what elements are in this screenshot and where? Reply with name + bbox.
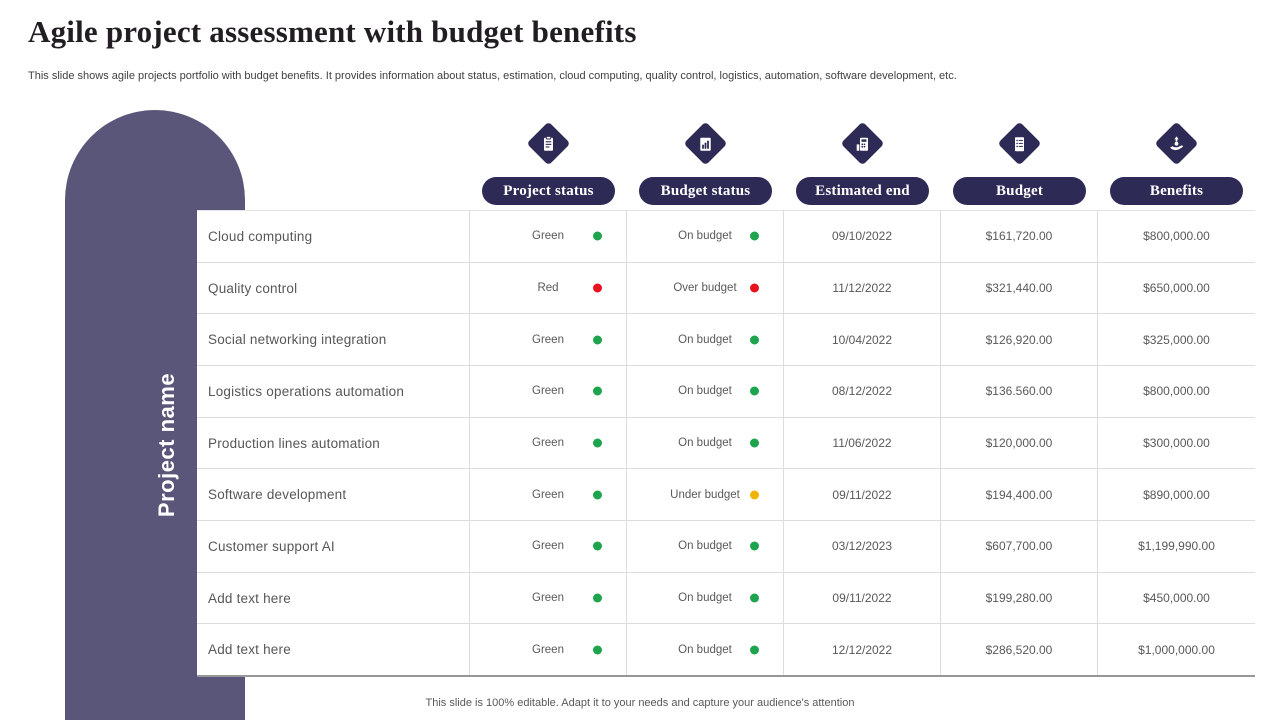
estimated-end-cell: 09/11/2022 xyxy=(784,573,941,624)
benefits-cell: $1,199,990.00 xyxy=(1138,539,1215,554)
budget-status-cell xyxy=(627,211,784,262)
project-status-cell xyxy=(470,573,627,624)
status-dot xyxy=(593,542,602,551)
table-row xyxy=(197,418,1255,470)
project-name-cell: Quality control xyxy=(197,263,470,314)
checklist-icon xyxy=(1011,134,1029,152)
budget-cell: $126,920.00 xyxy=(941,314,1098,365)
status-dot xyxy=(750,232,759,241)
benefits-cell: $800,000.00 xyxy=(1143,229,1210,244)
estimated-end-cell: 10/04/2022 xyxy=(784,314,941,365)
diamond-shape xyxy=(527,121,571,165)
status-dot xyxy=(750,594,759,603)
status-dot xyxy=(750,284,759,293)
status-dot xyxy=(750,490,759,499)
project-status-cell xyxy=(470,366,627,417)
diamond-shape xyxy=(684,121,728,165)
project-name-cell: Add text here xyxy=(197,624,470,675)
clipboard-icon xyxy=(540,134,558,152)
status-dot xyxy=(593,335,602,344)
column-label-pill: Budget xyxy=(953,177,1086,205)
column-header-benefits xyxy=(1098,112,1255,205)
column-diamond xyxy=(1004,112,1035,174)
benefits-cell: $800,000.00 xyxy=(1143,384,1210,399)
status-dot xyxy=(593,284,602,293)
status-label: Green xyxy=(532,385,564,398)
budget-status-cell xyxy=(627,624,784,675)
status-dot xyxy=(750,542,759,551)
column-header-budget xyxy=(941,112,1098,205)
estimated-end-cell: 09/11/2022 xyxy=(784,469,941,520)
budget-status-cell xyxy=(627,314,784,365)
status-dot xyxy=(593,439,602,448)
project-name-cell: Customer support AI xyxy=(197,521,470,572)
table-row xyxy=(197,521,1255,573)
column-label-pill: Benefits xyxy=(1110,177,1243,205)
column-label-pill: Budget status xyxy=(639,177,772,205)
benefits-cell: $1,000,000.00 xyxy=(1138,642,1215,657)
bar-chart-icon xyxy=(697,134,715,152)
status-dot xyxy=(593,232,602,241)
column-header-estimated-end xyxy=(784,112,941,205)
status-label: On budget xyxy=(678,437,732,450)
footer-note: This slide is 100% editable. Adapt it to your needs and capture your audience's attention xyxy=(425,697,855,709)
status-label: Green xyxy=(532,540,564,553)
row-header-label: Project name xyxy=(154,372,179,518)
status-label: Green xyxy=(532,437,564,450)
status-dot xyxy=(593,387,602,396)
status-label: On budget xyxy=(678,385,732,398)
project-status-cell xyxy=(470,469,627,520)
project-status-cell xyxy=(470,263,627,314)
budget-cell: $194,400.00 xyxy=(941,469,1098,520)
status-label: On budget xyxy=(678,333,732,346)
page-subtitle: This slide shows agile projects portfolio with budget benefits. It provides information about status, estimation, cloud computing, quality control, logistics, automation, software development, etc. xyxy=(28,70,957,82)
status-dot xyxy=(750,645,759,654)
project-name-cell: Cloud computing xyxy=(197,211,470,262)
column-headers xyxy=(470,112,1255,205)
budget-status-cell xyxy=(627,418,784,469)
estimated-end-cell: 11/12/2022 xyxy=(784,263,941,314)
project-status-cell xyxy=(470,521,627,572)
benefits-cell: $450,000.00 xyxy=(1143,591,1210,606)
column-header-budget-status xyxy=(627,112,784,205)
budget-status-cell xyxy=(627,469,784,520)
status-label: Green xyxy=(532,488,564,501)
column-label-pill: Estimated end xyxy=(796,177,929,205)
projects-table xyxy=(197,210,1255,677)
benefits-cell: $325,000.00 xyxy=(1143,332,1210,347)
status-label: Green xyxy=(532,230,564,243)
benefits-cell: $650,000.00 xyxy=(1143,281,1210,295)
budget-cell: $321,440.00 xyxy=(941,263,1098,314)
estimated-end-cell: 03/12/2023 xyxy=(784,521,941,572)
table-row xyxy=(197,314,1255,366)
project-status-cell xyxy=(470,314,627,365)
estimated-end-cell: 12/12/2022 xyxy=(784,624,941,675)
estimated-end-cell: 08/12/2022 xyxy=(784,366,941,417)
status-label: Red xyxy=(537,282,559,294)
benefits-cell: $890,000.00 xyxy=(1143,487,1210,502)
status-dot xyxy=(593,645,602,654)
budget-cell: $607,700.00 xyxy=(941,521,1098,572)
diamond-shape xyxy=(1155,121,1199,165)
status-label: On budget xyxy=(678,230,732,243)
project-status-cell xyxy=(470,418,627,469)
status-label: On budget xyxy=(678,643,732,656)
diamond-shape xyxy=(998,121,1042,165)
table-row xyxy=(197,211,1255,263)
status-label: On budget xyxy=(678,592,732,605)
project-name-cell: Logistics operations automation xyxy=(197,366,470,417)
status-dot xyxy=(750,335,759,344)
table-row xyxy=(197,469,1255,521)
hand-coin-icon xyxy=(1168,134,1186,152)
table-row xyxy=(197,573,1255,625)
budget-status-cell xyxy=(627,263,784,314)
status-label: Over budget xyxy=(673,282,737,294)
budget-cell: $286,520.00 xyxy=(941,624,1098,675)
column-diamond xyxy=(533,112,564,174)
status-label: Green xyxy=(532,333,564,346)
status-label: Green xyxy=(532,643,564,656)
project-name-cell: Production lines automation xyxy=(197,418,470,469)
project-status-cell xyxy=(470,624,627,675)
estimated-end-cell: 11/06/2022 xyxy=(784,418,941,469)
status-dot xyxy=(593,490,602,499)
project-name-cell: Social networking integration xyxy=(197,314,470,365)
diamond-shape xyxy=(841,121,885,165)
status-label: On budget xyxy=(678,540,732,553)
column-diamond xyxy=(1161,112,1192,174)
page-title: Agile project assessment with budget benefits xyxy=(28,14,637,49)
status-label: Green xyxy=(532,592,564,605)
calculator-icon xyxy=(854,134,872,152)
column-diamond xyxy=(847,112,878,174)
column-label-pill: Project status xyxy=(482,177,615,205)
table-row xyxy=(197,366,1255,418)
project-status-cell xyxy=(470,211,627,262)
project-name-cell: Add text here xyxy=(197,573,470,624)
table-row xyxy=(197,263,1255,315)
budget-cell: $199,280.00 xyxy=(941,573,1098,624)
budget-status-cell xyxy=(627,521,784,572)
table-row xyxy=(197,624,1255,675)
project-name-cell: Software development xyxy=(197,469,470,520)
budget-status-cell xyxy=(627,366,784,417)
estimated-end-cell: 09/10/2022 xyxy=(784,211,941,262)
status-label: Under budget xyxy=(670,488,740,501)
status-dot xyxy=(750,439,759,448)
budget-cell: $120,000.00 xyxy=(941,418,1098,469)
column-diamond xyxy=(690,112,721,174)
budget-status-cell xyxy=(627,573,784,624)
status-dot xyxy=(593,594,602,603)
column-header-project-status xyxy=(470,112,627,205)
budget-cell: $161,720.00 xyxy=(941,211,1098,262)
status-dot xyxy=(750,387,759,396)
budget-cell: $136.560.00 xyxy=(941,366,1098,417)
benefits-cell: $300,000.00 xyxy=(1143,436,1210,451)
